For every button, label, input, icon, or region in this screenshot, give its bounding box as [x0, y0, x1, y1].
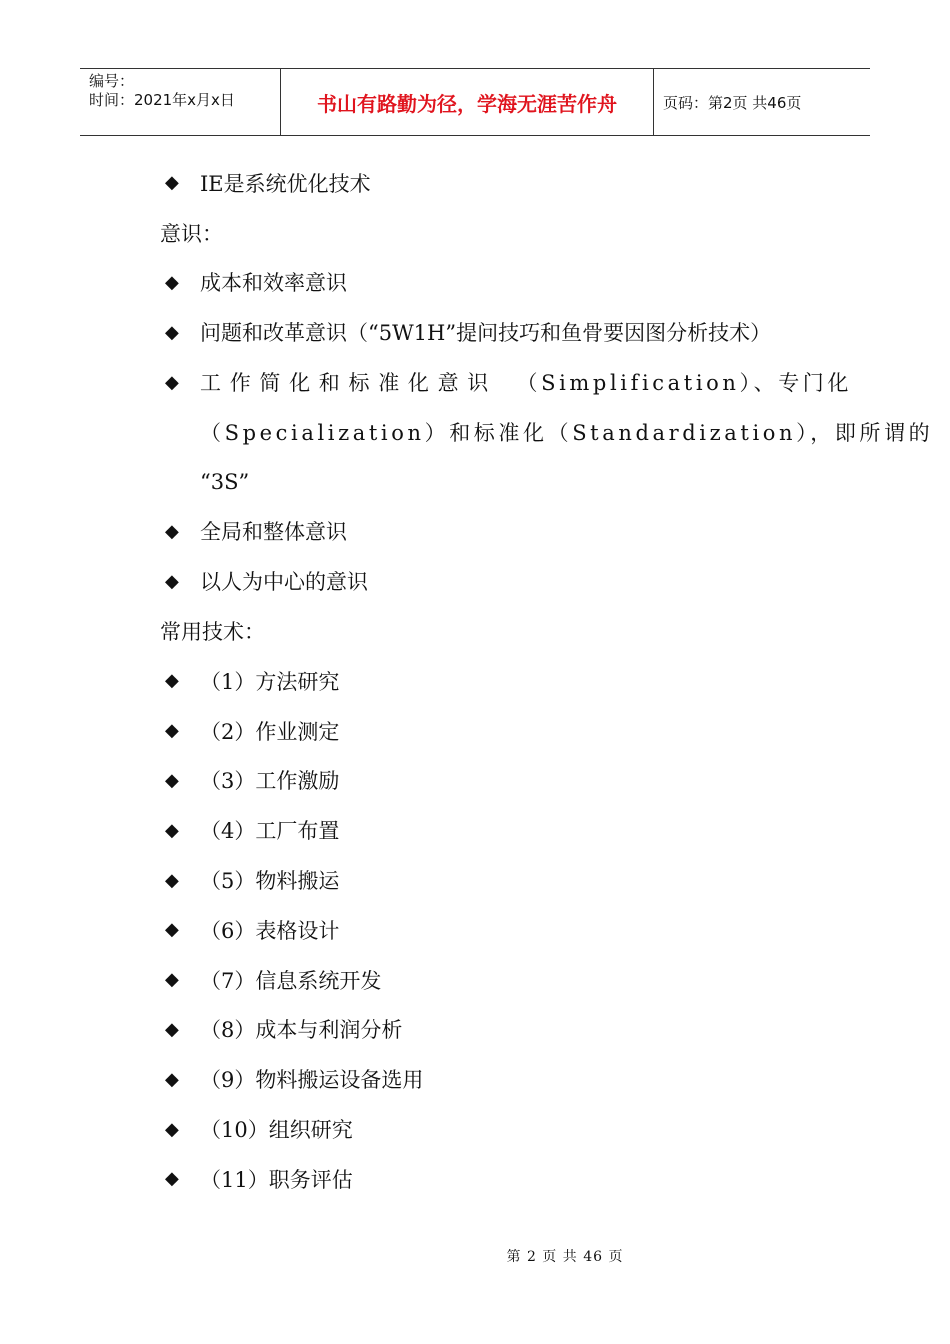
header-number-label: 编号：	[89, 72, 135, 90]
list-item-text	[200, 367, 852, 397]
diamond-bullet-icon: ◆	[165, 869, 179, 891]
list-item-text: 全局和整体意识	[200, 520, 347, 545]
list-item	[160, 258, 852, 308]
diamond-bullet-icon: ◆	[165, 1068, 179, 1090]
list-item	[160, 656, 852, 706]
header-page-info: 页码：第2页 共46页	[663, 93, 802, 112]
diamond-bullet-icon: ◆	[165, 321, 179, 343]
list-item-text: （3）工作激励	[200, 769, 340, 794]
list-item-text: 问题和改革意识（“5W1H”提问技巧和鱼骨要因图分析技术）	[200, 321, 772, 346]
list-item	[160, 955, 852, 1005]
list-item-continuation	[160, 457, 852, 507]
list-item-text: （2）作业测定	[200, 719, 340, 744]
list-item	[160, 307, 852, 357]
diamond-bullet-icon: ◆	[165, 1168, 179, 1190]
list-item	[160, 756, 852, 806]
list-item	[160, 556, 852, 606]
diamond-bullet-icon: ◆	[165, 172, 179, 194]
list-item	[160, 1054, 852, 1104]
diamond-bullet-icon: ◆	[165, 769, 179, 791]
list-item-text: （9）物料搬运设备选用	[200, 1068, 424, 1093]
list-item	[160, 158, 852, 208]
simplification-part4: “3S”	[200, 469, 250, 494]
list-item	[160, 357, 852, 407]
list-item-text: （6）表格设计	[200, 918, 340, 943]
diamond-bullet-icon: ◆	[165, 969, 179, 991]
diamond-bullet-icon: ◆	[165, 919, 179, 941]
list-item	[160, 855, 852, 905]
document-body	[160, 158, 934, 1204]
simplification-part1: 工作简化和标准化意识	[200, 371, 497, 396]
header-slogan: 书山有路勤为径，学海无涯苦作舟	[281, 69, 654, 135]
list-item-text: 成本和效率意识	[200, 271, 347, 296]
diamond-bullet-icon: ◆	[165, 1018, 179, 1040]
list-item	[160, 1104, 852, 1154]
diamond-bullet-icon: ◆	[165, 670, 179, 692]
list-item	[160, 706, 852, 756]
page-header	[80, 68, 870, 136]
diamond-bullet-icon: ◆	[165, 1118, 179, 1140]
list-item-text: （7）信息系统开发	[200, 968, 382, 993]
list-item	[160, 1005, 852, 1055]
diamond-bullet-icon: ◆	[165, 720, 179, 742]
list-item-text: （5）物料搬运	[200, 869, 340, 894]
footer-page-number: 第 2 页 共 46 页	[506, 1249, 624, 1265]
header-time-label: 时间：2021年x月x日	[89, 91, 235, 109]
list-item-text: （1）方法研究	[200, 669, 340, 694]
section-heading-awareness: 意识：	[160, 221, 223, 246]
list-item-text: （8）成本与利润分析	[200, 1018, 403, 1043]
list-item-text: （10）组织研究	[200, 1118, 353, 1143]
list-item-text: IE是系统优化技术	[200, 171, 371, 196]
diamond-bullet-icon: ◆	[165, 819, 179, 841]
list-item	[160, 507, 852, 557]
list-item	[160, 905, 852, 955]
diamond-bullet-icon: ◆	[165, 371, 179, 393]
list-item-continuation	[160, 407, 934, 457]
list-item-text: 以人为中心的意识	[200, 570, 368, 595]
list-item-text: （4）工厂布置	[200, 819, 340, 844]
diamond-bullet-icon: ◆	[165, 520, 179, 542]
page-footer	[0, 1246, 950, 1266]
diamond-bullet-icon: ◆	[165, 271, 179, 293]
list-item	[160, 805, 852, 855]
simplification-part2: （Simplification）、专门化	[516, 371, 852, 396]
diamond-bullet-icon: ◆	[165, 570, 179, 592]
section-heading-techniques: 常用技术：	[160, 620, 265, 645]
header-meta	[80, 69, 281, 135]
list-item	[160, 1154, 852, 1204]
list-item-text: （11）职务评估	[200, 1167, 353, 1192]
simplification-part3: （Specialization）和标准化（Standardization），即所谓的	[200, 420, 934, 445]
